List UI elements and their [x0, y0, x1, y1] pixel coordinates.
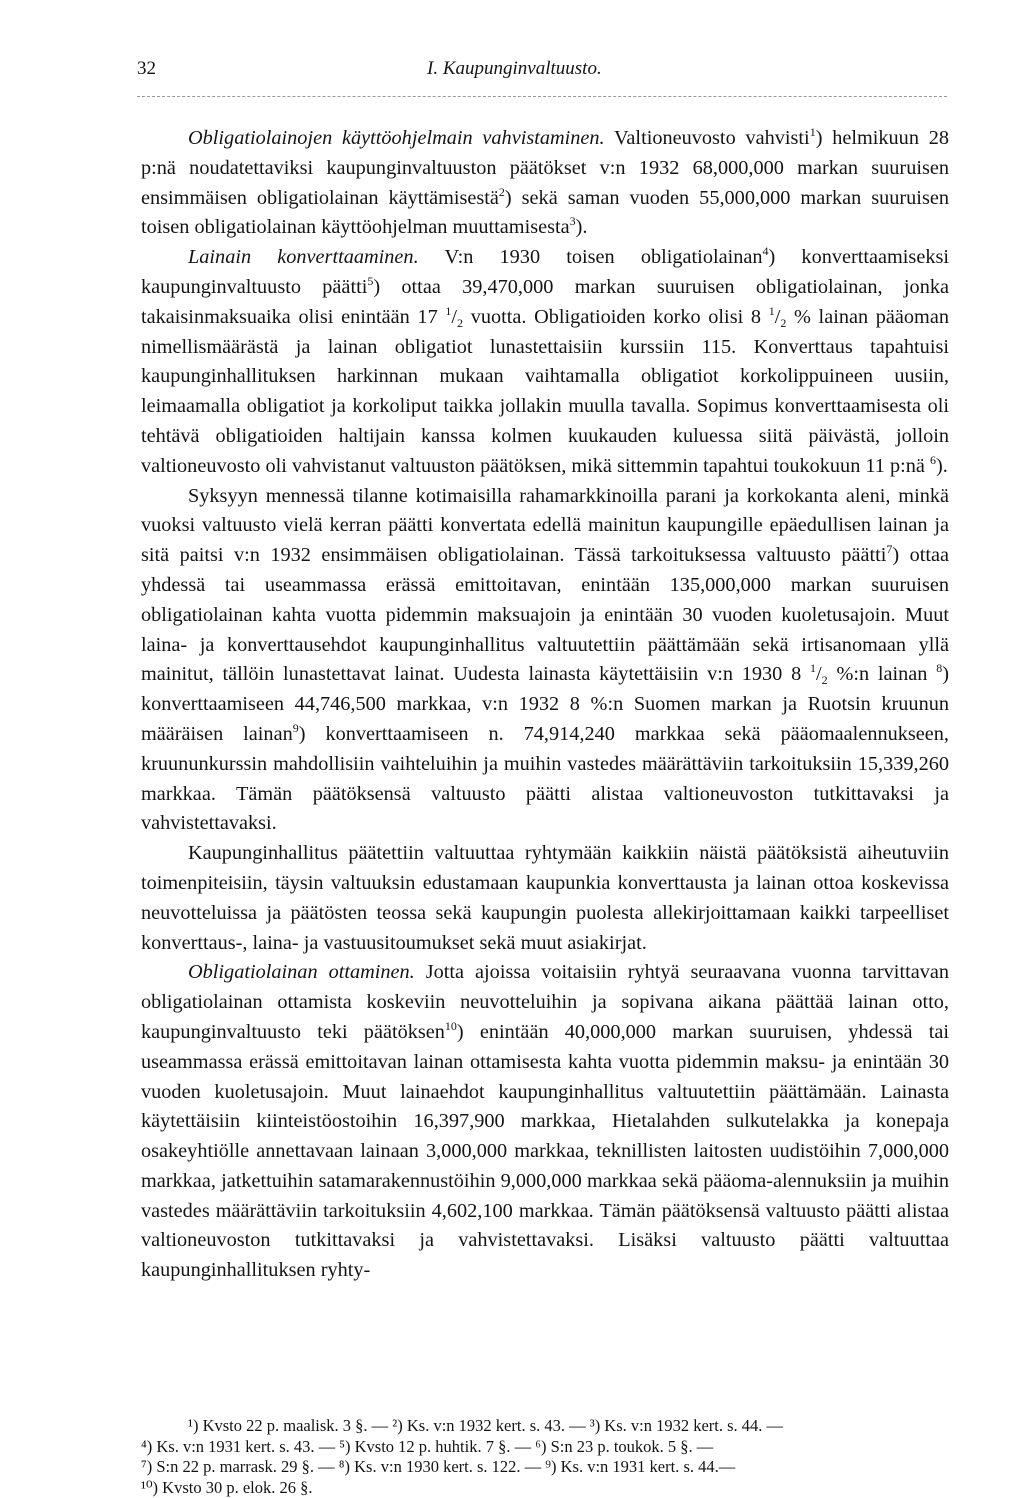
fraction-denominator: 2 [457, 316, 463, 330]
body-text [141, 124, 949, 1286]
footnote-line: ¹) Kvsto 22 p. maalisk. 3 §. — ²) Ks. v:n 1932 kert. s. 43. — ³) Ks. v:n 1932 kert. s. 44. — [141, 1416, 949, 1437]
fraction-numerator: 1 [445, 304, 451, 318]
section-heading-loan-conversion: Lainain konverttaaminen. [188, 246, 419, 268]
footnote-ref: 5 [367, 274, 373, 288]
fraction-numerator: 1 [769, 304, 775, 318]
page-header [137, 58, 947, 88]
footnote-ref: 6 [930, 453, 936, 467]
paragraph-loan-conversion: Lainain konverttaaminen. V:n 1930 toisen obligatiolainan$^4$) konverttaamiseksi kaupunginvaltuusto päätti$^5$) ottaa 39,470,000 markan suuruisen obligatiolainan, jonka takaisinmaksuaika olisi enintään 17 $^1/_2$ vuotta. Obligatioiden korko olisi 8 $^1/_2$ % lainan pääoman nimellismäärästä ja lainan obligatiot lunastettaisiin kurssiin 115. Konverttaus tapahtuisi kaupunginhallituksen harkinnan mukaan vaihtamalla obligatiot korkolippuineen uusiin, leimaamalla obligatiot ja korkoliput taikka jollakin muulla tavalla. Sopimus konverttaamisesta oli tehtävä obligatioiden haltijain kanssa kolmen kuukauden kuluessa siitä päivästä, jolloin valtioneuvosto oli vahvistanut valtuuston päätöksen, mikä sittemmin tapahtui toukokuun 11 p:nä $^6$). [141, 243, 949, 481]
footnote-ref: 3 [570, 214, 576, 228]
paragraph-autumn-conversion: Syksyyn mennessä tilanne kotimaisilla rahamarkkinoilla parani ja korkokanta aleni, minkä vuoksi valtuusto vielä kerran päätti konvertata edellä mainitun kaupungille epäedullisen lainan ja sitä paitsi v:n 1932 ensimmäisen obligatiolainan. Tässä tarkoituksessa valtuusto päätti$^7$) ottaa yhdessä tai useammassa erässä emittoitavan, enintään 135,000,000 markan suuruisen obligatiolainan kahta vuotta pidemmin maksuajoin ja enintään 30 vuoden kuoletusajoin. Muut laina- ja konverttausehdot kaupunginhallitus valtuutettiin päättämään sekä irtisanomaan yllä mainitut, tällöin lunastettavat lainat. Uudesta lainasta käytettäisiin v:n 1930 8 $^1/_2$ %:n lainan $^8$) konverttaamiseen 44,746,500 markkaa, v:n 1932 8 %:n Suomen markan ja Ruotsin kruunun määräisen lainan$^9$) konverttaamiseen n. 74,914,240 markkaa sekä pääomaalennukseen, kruununkurssin mahdollisiin vaihteluihin ja muihin vastedes määrättäviin tarkoituksiin 15,339,260 markkaa. Tämän päätöksensä valtuusto päätti alistaa valtioneuvoston tutkittavaksi ja vahvistettavaksi. [141, 482, 949, 840]
page-number: 32 [137, 58, 156, 80]
running-title: I. Kaupunginvaltuusto. [427, 58, 602, 80]
paragraph-city-board-authority: Kaupunginhallitus päätettiin valtuuttaa ryhtymään kaikkiin näistä päätöksistä aiheutuviin toimenpiteisiin, täysin valtuuksin edustamaan kaupunkia konverttausta ja lainan ottoa koskevissa neuvotteluissa ja päätösten teossa sekä kaupungin puolesta allekirjoittamaan kaikki tarpeelliset konverttaus-, laina- ja vastuusitoumukset sekä muut asiakirjat. [141, 839, 949, 958]
footnote-ref: 4 [763, 244, 769, 258]
section-heading-bond-loan: Obligatiolainan ottaminen. [188, 961, 415, 983]
fraction-denominator: 2 [780, 316, 786, 330]
header-divider [137, 96, 947, 97]
section-heading-loan-programs: Obligatiolainojen käyttöohjelmain vahvistaminen. [188, 127, 605, 149]
footnote-ref: 2 [499, 185, 505, 199]
fraction-denominator: 2 [822, 673, 828, 687]
paragraph-bond-loan: Obligatiolainan ottaminen. Jotta ajoissa voitaisiin ryhtyä seuraavana vuonna tarvittavan obligatiolainan ottamista koskeviin neuvotteluihin ja sopivana aikana päättää lainan otto, kaupunginvaltuusto teki päätöksen$^{10}$) enintään 40,000,000 markan suuruisen, yhdessä tai useammassa erässä emittoitavan lainan ottamisesta kahta vuotta pidemmin maksu- ja enintään 30 vuoden kuoletusajoin. Muut lainaehdot kaupunginhallitus valtuutettiin päättämään. Lainasta käytettäisiin kiinteistöostoihin 16,397,900 markkaa, Hietalahden sulkutelakka ja konepaja osakeyhtiölle annettavaan lainaan 3,000,000 markkaa, teknillisten laitosten uudistöihin 7,000,000 markkaa, jatkettuihin satamarakennustöihin 9,000,000 markkaa sekä pääoma-alennuksiin ja muihin vastedes määrättäviin tarkoituksiin 4,602,100 markkaa. Tämän päätöksensä valtuusto päätti alistaa valtioneuvoston tutkittavaksi ja vahvistettavaksi. Lisäksi valtuusto päätti valtuuttaa kaupunginhallituksen ryhty- [141, 958, 949, 1286]
footnote-ref: 9 [293, 721, 299, 735]
footnote-line: ⁴) Ks. v:n 1931 kert. s. 43. — ⁵) Kvsto 12 p. huhtik. 7 §. — ⁶) S:n 23 p. toukok. 5 §. — [141, 1437, 949, 1458]
footnote-ref: 10 [445, 1019, 457, 1033]
footnote-ref: 7 [886, 542, 892, 556]
fraction-numerator: 1 [810, 661, 816, 675]
footnote-line: ¹⁰) Kvsto 30 p. elok. 26 §. [141, 1478, 949, 1498]
footnote-ref: 1 [810, 125, 816, 139]
paragraph-loan-programs: Obligatiolainojen käyttöohjelmain vahvistaminen. Valtioneuvosto vahvisti$^1$) helmikuun 28 p:nä noudatettaviksi kaupunginvaltuuston päätökset v:n 1932 68,000,000 markan suuruisen ensimmäisen obligatiolainan käyttämisestä$^2$) sekä saman vuoden 55,000,000 markan suuruisen toisen obligatiolainan käyttöohjelman muuttamisesta$^3$). [141, 124, 949, 243]
footnote-ref: 8 [936, 661, 942, 675]
footnotes [141, 1416, 949, 1498]
footnote-line: ⁷) S:n 22 p. marrask. 29 §. — ⁸) Ks. v:n 1930 kert. s. 122. — ⁹) Ks. v:n 1931 kert. s. 44.— [141, 1457, 949, 1478]
